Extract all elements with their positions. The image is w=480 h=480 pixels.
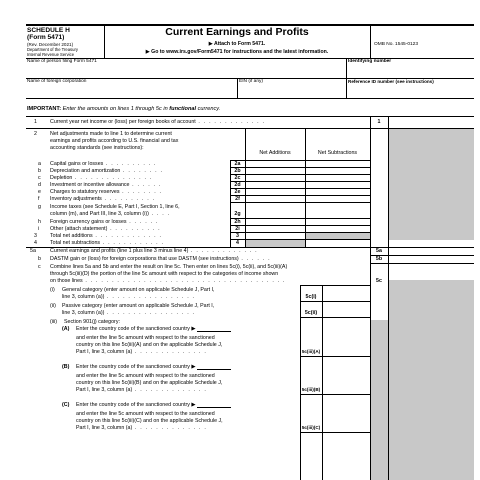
line-5ciiiA-country-field[interactable] [197,326,231,332]
line-2c-letter: c [38,175,41,181]
line-5ciiiA-tag: (A) [62,326,70,332]
line-5ciiiB-box: 5c(iii)(B) [301,387,321,392]
line-2e-letter: e [38,189,41,195]
line-1-box: 1 [377,119,381,125]
form-label: (Form 5471) [27,34,65,41]
line-1-text: Current year net income or (loss) per foreign books of account . . . . . . . . . . . . . [50,119,266,125]
reference-id-label: Reference ID number (see instructions) [348,79,434,84]
rev-date: (Rev. December 2021) [27,42,74,47]
line-5a-num: 5a [30,248,36,254]
line-2-text-3: accounting standards (see instructions): [50,145,144,151]
line-5ci-text-2: line 3, column (a)) . . . . . . . . . . . . . . . . . [62,294,196,300]
page-title: Current Earnings and Profits [165,26,309,38]
shaded-cell-4 [245,240,305,247]
line-5ciiiA-text-1: and enter the line 5c amount with respect to the sanctioned [76,335,215,341]
line-2c-text: Depletion . . . . . . . . . . . . . . . [50,175,153,181]
ein-field[interactable] [239,85,344,97]
line-5cii-amount[interactable] [323,302,369,316]
line-5cii-text-1: Passive category (enter amount on applicable Schedule J, Part I, [62,303,215,309]
line-2g-letter: g [38,204,41,210]
line-5ciiiB-country-field[interactable] [197,364,231,370]
line-5a-box: 5a [376,248,382,254]
foreign-row-divider-2 [346,78,347,98]
line-2d-letter: d [38,182,41,188]
shaded-block-2 [388,280,474,480]
line-2i-box: 2i [235,226,240,232]
line-2g-box: 2g [234,211,241,217]
identifying-number-label: Identifying number [348,59,392,64]
line-5ci-text-1: General category (enter amount on applicable Schedule J, Part I, [62,287,215,293]
line-5ciiiC-amount[interactable] [323,395,369,431]
line-5ciiiA-amount[interactable] [323,325,369,355]
line-5b-letter: b [38,256,41,262]
line-5b-text: DASTM gain or (loss) for foreign corporations that use DASTM (see instructions) . . . . . . [50,256,271,262]
name-foreign-label: Name of foreign corporation [27,79,87,84]
irs-label: Internal Revenue Service [27,52,75,57]
ein-label: EIN (if any) [239,79,263,84]
line-5ciiiC-tag: (C) [62,402,70,408]
name-filing-field[interactable] [28,65,344,77]
line-3-box: 3 [236,233,239,239]
line-2d-box: 2d [234,182,241,188]
line-5cii-box: 5c(ii) [304,310,318,316]
line-4-subtractions[interactable] [306,240,369,246]
line-2g-text-2: column (m), and Part III, line 3, column (i)) . . . . [50,211,171,217]
line-5c-text-2: through 5c(iii)(D) the portion of the line 5c amount with respect to the categories of income shown [50,271,279,277]
header-divider-right [370,25,371,58]
line-5ciiiC-country-field[interactable] [197,402,231,408]
line-5ciii-text: Section 901(j) category: [64,319,120,325]
line-2g-additions[interactable] [246,203,304,217]
line-2e-box: 2e [234,189,241,195]
line-5a-text: Current earnings and profits (line 1 plus line 3 minus line 4) . . . . . . . . . . . . . [50,248,258,254]
line-5cii-text-2: line 3, column (a)) . . . . . . . . . . . . . . . . . [62,310,196,316]
important-emph: functional [169,106,197,112]
line-4-box: 4 [236,240,239,246]
name-filing-label: Name of person filing Form 5471 [27,59,97,64]
line-5ciiiC-box: 5c(iii)(C) [301,425,321,430]
foreign-row-divider-1 [237,78,238,98]
line-5b-amount[interactable] [389,256,473,262]
line-1-amount[interactable] [389,117,473,128]
line-5cii-tag: (ii) [50,303,56,309]
shaded-block-3 [370,320,388,480]
net-additions-header: Net Additions [259,150,291,156]
line-2b-letter: b [38,168,41,174]
line-5ciiiB-tag: (B) [62,364,70,370]
line-1-rule [26,128,474,129]
name-row-divider [346,58,347,78]
line-2g-subtractions[interactable] [306,203,369,217]
dept-label: Department of the Treasury [27,47,78,52]
line-2h-box: 2h [234,219,241,225]
line-5ciiiA-text-3: Part I, line 3, column (a) . . . . . . . . . . . . . . [76,349,208,355]
line-4-num: 4 [34,240,37,246]
reference-id-field[interactable] [348,85,472,97]
line-5ci-amount[interactable] [323,286,369,300]
line-2g-text-1: Income taxes (see Schedule E, Part I, Section 1, line 6, [50,204,180,210]
net-subtractions-header: Net Subtractions [317,150,358,156]
line-5ciiiB-amount[interactable] [323,357,369,393]
schedule-label: SCHEDULE H [27,27,70,34]
line-5ciiiA-box: 5c(iii)(A) [301,349,321,354]
line-5ciiiA-country-label: Enter the country code of the sanctioned country ▶ [76,326,231,332]
line-3-text: Total net additions . . . . . . . . . . . . . [50,233,163,239]
line-3-num: 3 [34,233,37,239]
line-5ciiiB-text-1: and enter the line 5c amount with respect to the sanctioned [76,373,215,379]
line-5ciiiB-country-label: Enter the country code of the sanctioned country ▶ [76,364,231,370]
line-2b-text: Depreciation and amortization . . . . . . . . [50,168,164,174]
line-2h-letter: h [38,219,41,225]
goto-note: ▶ Go to www.irs.gov/Form5471 for instructions and the latest information. [145,49,329,55]
line-5c-text-3: on those lines . . . . . . . . . . . . . . . . . . . . . . . . . . . . . . . . . . . . . . [50,278,286,284]
line-4-text: Total net subtractions . . . . . . . . . . . . [50,240,165,246]
line-2-text-1: Net adjustments made to line 1 to determine current [50,131,172,137]
right-col-divider-2 [388,116,389,480]
line-5ci-box: 5c(i) [305,294,317,300]
line-5ciiiC-text-2: country on this line 5c(iii)(C) and on the applicable Schedule J, [76,418,223,424]
line-5ciii-tag: (iii) [50,319,58,325]
important-lead: IMPORTANT: [27,106,62,112]
line-1-num: 1 [34,119,37,125]
shaded-block-1 [388,129,474,240]
line-2a-text: Capital gains or losses . . . . . . . . . . [50,161,157,167]
line-2a-box: 2a [234,161,241,167]
line-5ciiiC-text-1: and enter the line 5c amount with respect to the sanctioned [76,411,215,417]
line-5c-amount[interactable] [389,264,473,280]
line-5c-letter: c [38,264,41,270]
important-tail: currency. [196,106,221,112]
line-2i-text: Other (attach statement) . . . . . . . . . . [50,226,161,232]
omb-number: OMB No. 1545-0123 [374,42,418,47]
line-5ciiiA-text-2: country on this line 5c(iii)(A) and on the applicable Schedule J, [76,342,223,348]
line-2f-letter: f [38,196,40,202]
important-text: Enter the amounts on lines 1 through 5c in [61,106,170,112]
line-5ci-tag: (i) [50,287,55,293]
line-5ciiiB-text-3: Part I, line 3, column (a) . . . . . . . . . . . . . . [76,387,208,393]
line-2c-box: 2c [234,175,241,181]
line-5c-box: 5c [376,278,382,284]
line-2-num: 2 [34,131,37,137]
line-2e-text: Charges to statutory reserves . . . . . . . . [50,189,163,195]
identifying-number-field[interactable] [348,65,472,77]
line-2f-text: Inventory adjustments . . . . . . . . . . [50,196,156,202]
line-5ciiiC-text-3: Part I, line 3, column (a) . . . . . . . . . . . . . . [76,425,208,431]
line-2-text-2: earnings and profits according to U.S. financial and tax [50,138,179,144]
line-5c-text-1: Combine lines 5a and 5b and enter the result on line 5c. Then enter on lines 5c(i), 5c(ii), and 5c(iii)(A) [50,264,288,270]
line-2i-letter: i [38,226,40,232]
line-2f-box: 2f [235,196,240,202]
line-5cii-rule [300,317,370,318]
important-note [27,106,220,112]
line-5a-amount[interactable] [389,248,473,254]
line-2d-text: Investment or incentive allowance . . . . . . [50,182,162,188]
line-5ciiiB-text-2: country on this line 5c(iii)(B) and on the applicable Schedule J, [76,380,223,386]
name-foreign-field[interactable] [28,85,234,97]
right-col-divider-1 [370,116,371,480]
line-5ciiiC-rule [300,432,370,433]
foreign-row-rule [26,98,474,99]
line-2a-letter: a [38,161,41,167]
line-5b-box: 5b [375,256,383,262]
line-5ciiiC-country-label: Enter the country code of the sanctioned country ▶ [76,402,231,408]
attach-note: ▶ Attach to Form 5471. [208,41,266,47]
line-2h-text: Foreign currency gains or losses . . . . . . [50,219,159,225]
line-2b-box: 2b [234,168,241,174]
